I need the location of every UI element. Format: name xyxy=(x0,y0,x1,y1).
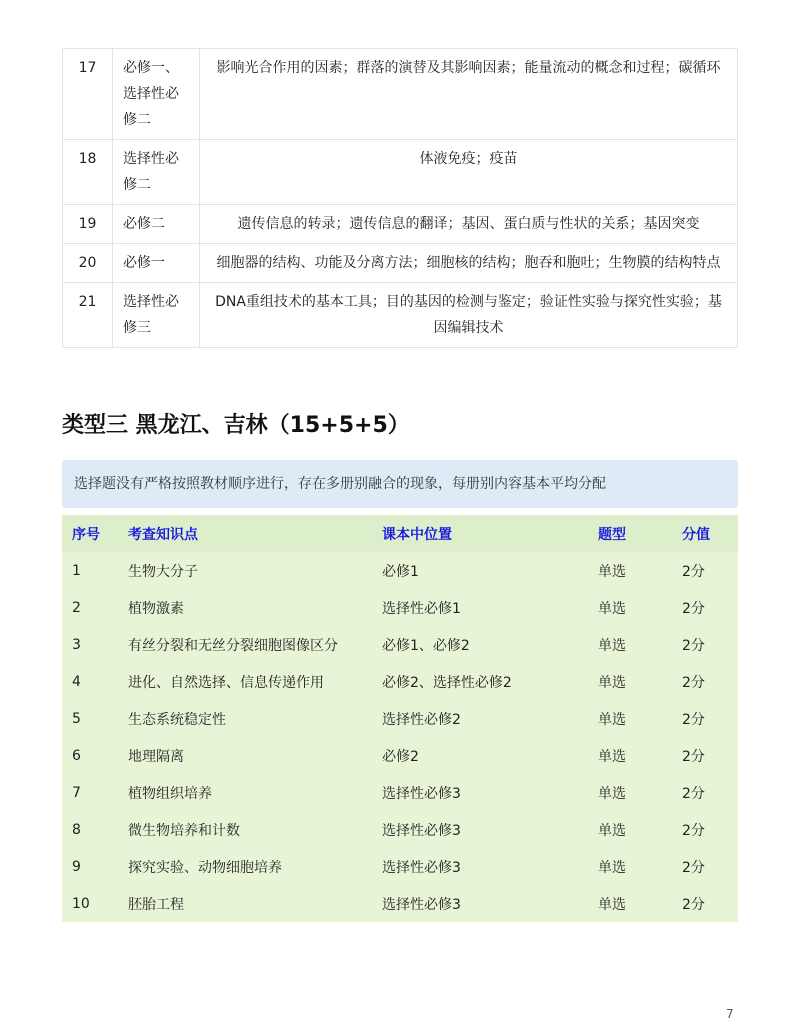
score-cell: 2分 xyxy=(682,896,705,913)
textbook-cell xyxy=(113,205,200,244)
knowledge-content-text: 体液免疫；疫苗 xyxy=(419,151,518,167)
header-question-type: 题型 xyxy=(588,515,672,552)
table-row xyxy=(62,885,738,922)
knowledge-content xyxy=(200,283,738,348)
textbook-position-cell: 必修2 xyxy=(382,748,419,765)
textbook-cell-text: 必修一 xyxy=(123,255,165,271)
knowledge-point-cell: 生态系统稳定性 xyxy=(128,711,226,728)
row-number-text: 19 xyxy=(78,216,97,232)
score-cell: 2分 xyxy=(682,822,705,839)
textbook-position-cell: 选择性必修3 xyxy=(382,859,461,876)
score-cell: 2分 xyxy=(682,748,705,765)
score-cell: 2分 xyxy=(682,563,705,580)
question-type-cell: 单选 xyxy=(598,822,626,839)
score-cell: 2分 xyxy=(682,600,705,617)
knowledge-point-cell: 进化、自然选择、信息传递作用 xyxy=(128,674,324,691)
header-index: 序号 xyxy=(62,515,118,552)
textbook-cell-text: 选择性必 修三 xyxy=(123,294,179,336)
question-type-cell: 单选 xyxy=(598,711,626,728)
table-row xyxy=(62,811,738,848)
index-cell: 10 xyxy=(72,895,90,912)
score-cell: 2分 xyxy=(682,637,705,654)
table-row xyxy=(62,552,738,589)
textbook-position-cell: 必修2、选择性必修2 xyxy=(382,674,512,691)
textbook-cell xyxy=(113,140,200,205)
knowledge-point-cell: 有丝分裂和无丝分裂细胞图像区分 xyxy=(128,637,338,654)
row-number xyxy=(63,49,113,140)
header-score: 分值 xyxy=(672,515,738,552)
index-cell: 2 xyxy=(72,599,81,616)
score-cell: 2分 xyxy=(682,785,705,802)
textbook-cell-text: 选择性必 修二 xyxy=(123,151,179,193)
index-cell: 5 xyxy=(72,710,81,727)
index-cell: 6 xyxy=(72,747,81,764)
knowledge-point-cell: 生物大分子 xyxy=(128,563,198,580)
table-row xyxy=(62,663,738,700)
textbook-position-cell: 选择性必修3 xyxy=(382,896,461,913)
table-row xyxy=(63,205,738,244)
textbook-position-cell: 必修1、必修2 xyxy=(382,637,470,654)
knowledge-point-cell: 地理隔离 xyxy=(128,748,184,765)
textbook-position-cell: 必修1 xyxy=(382,563,419,580)
question-type-cell: 单选 xyxy=(598,563,626,580)
row-number xyxy=(63,205,113,244)
index-cell: 1 xyxy=(72,562,81,579)
knowledge-content-text: DNA重组技术的基本工具；目的基因的检测与鉴定；验证性实验与探究性实验；基因编辑技术 xyxy=(215,294,722,336)
table-row xyxy=(63,140,738,205)
row-number xyxy=(63,140,113,205)
row-number-text: 20 xyxy=(78,255,97,271)
knowledge-content xyxy=(200,205,738,244)
textbook-cell xyxy=(113,244,200,283)
knowledge-point-cell: 植物组织培养 xyxy=(128,785,212,802)
knowledge-content xyxy=(200,244,738,283)
table-row xyxy=(62,848,738,885)
table-row xyxy=(62,737,738,774)
knowledge-content-text: 遗传信息的转录；遗传信息的翻译；基因、蛋白质与性状的关系；基因突变 xyxy=(237,216,700,232)
knowledge-point-cell: 胚胎工程 xyxy=(128,896,184,913)
section-note: 选择题没有严格按照教材顺序进行，存在多册别融合的现象，每册别内容基本平均分配 xyxy=(62,460,738,508)
question-type-cell: 单选 xyxy=(598,600,626,617)
knowledge-content xyxy=(200,49,738,140)
textbook-position-cell: 选择性必修2 xyxy=(382,711,461,728)
index-cell: 9 xyxy=(72,858,81,875)
index-cell: 7 xyxy=(72,784,81,801)
question-type-cell: 单选 xyxy=(598,785,626,802)
table-row xyxy=(62,774,738,811)
row-number xyxy=(63,283,113,348)
exam-points-body xyxy=(62,552,738,922)
knowledge-point-cell: 微生物培养和计数 xyxy=(128,822,240,839)
page-number: 7 xyxy=(726,1007,734,1021)
textbook-position-cell: 选择性必修1 xyxy=(382,600,461,617)
textbook-cell xyxy=(113,283,200,348)
textbook-position-cell: 选择性必修3 xyxy=(382,822,461,839)
knowledge-content-text: 细胞器的结构、功能及分离方法；细胞核的结构；胞吞和胞吐；生物膜的结构特点 xyxy=(216,255,721,271)
knowledge-content xyxy=(200,140,738,205)
question-type-cell: 单选 xyxy=(598,748,626,765)
header-textbook-position: 课本中位置 xyxy=(372,515,588,552)
question-type-cell: 单选 xyxy=(598,637,626,654)
textbook-cell xyxy=(113,49,200,140)
score-cell: 2分 xyxy=(682,859,705,876)
index-cell: 8 xyxy=(72,821,81,838)
header-knowledge-point: 考查知识点 xyxy=(118,515,372,552)
knowledge-content-text: 影响光合作用的因素；群落的演替及其影响因素；能量流动的概念和过程；碳循环 xyxy=(216,60,721,76)
table-row xyxy=(63,283,738,348)
knowledge-point-cell: 植物激素 xyxy=(128,600,184,617)
question-type-cell: 单选 xyxy=(598,859,626,876)
textbook-position-cell: 选择性必修3 xyxy=(382,785,461,802)
table-header-row xyxy=(62,515,738,552)
row-number-text: 21 xyxy=(78,294,97,310)
index-cell: 4 xyxy=(72,673,81,690)
row-number-text: 18 xyxy=(78,151,97,167)
score-cell: 2分 xyxy=(682,711,705,728)
table-row xyxy=(63,49,738,140)
textbook-cell-text: 必修二 xyxy=(123,216,165,232)
knowledge-point-cell: 探究实验、动物细胞培养 xyxy=(128,859,282,876)
table-row xyxy=(63,244,738,283)
question-type-cell: 单选 xyxy=(598,896,626,913)
knowledge-table-continued xyxy=(62,48,738,348)
question-type-cell: 单选 xyxy=(598,674,626,691)
table-row xyxy=(62,589,738,626)
section-title: 类型三 黑龙江、吉林（15+5+5） xyxy=(62,413,410,438)
table-row xyxy=(62,700,738,737)
exam-points-table xyxy=(62,515,738,922)
row-number-text: 17 xyxy=(78,60,97,76)
knowledge-table-body xyxy=(63,49,738,348)
index-cell: 3 xyxy=(72,636,81,653)
table-row xyxy=(62,626,738,663)
score-cell: 2分 xyxy=(682,674,705,691)
textbook-cell-text: 必修一、 选择性必 修二 xyxy=(123,60,179,128)
row-number xyxy=(63,244,113,283)
